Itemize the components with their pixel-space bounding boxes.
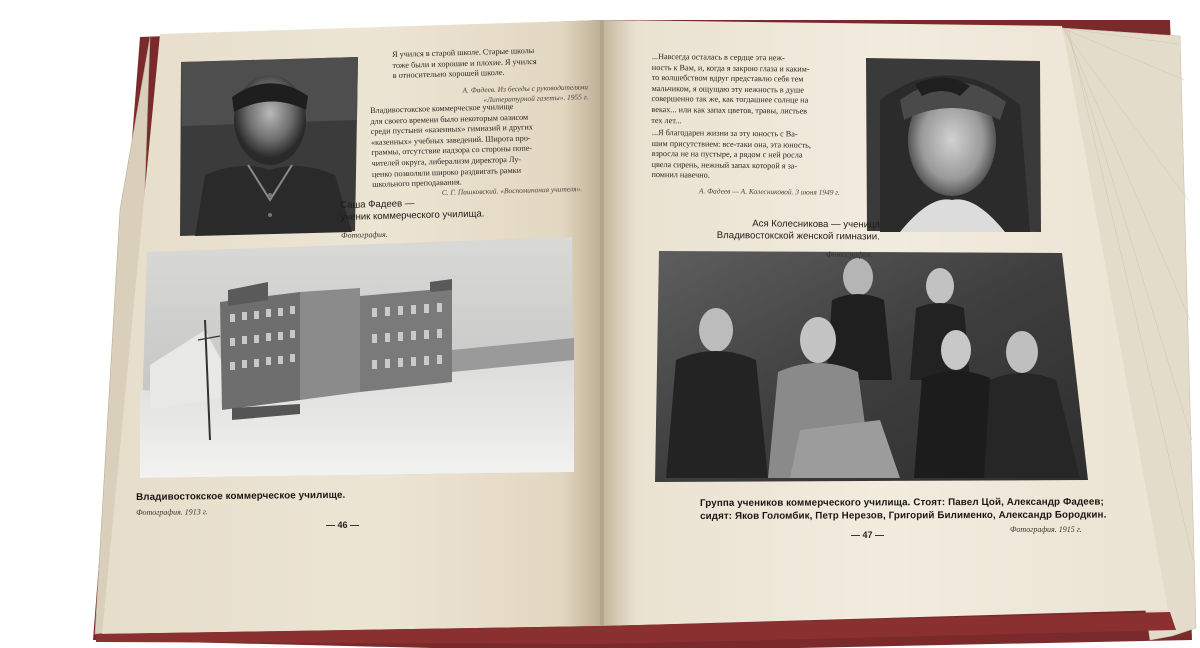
left-cite-pashkovsky: С. Г. Пашковский. «Воспоминания учителя». (441, 184, 583, 197)
portrait-kolesnikova-credit: Фотография. (825, 250, 873, 260)
school-building-photo (140, 237, 574, 478)
portrait-fadeev-photo (180, 57, 358, 236)
portrait-kolesnikova-caption: Ася Колесникова — ученица Владивостокской женской гимназии. (716, 218, 880, 243)
right-cite-letter: А. Фадеев — А. Колесниковой. 3 июня 1949 г. (698, 186, 840, 197)
portrait-fadeev-credit: Фотография. (341, 229, 388, 240)
student-group-photo (655, 251, 1088, 482)
left-quote-school: Я учился в старой школе. Старые школы тоже были и хорошие и плохие. Я учился в относительно хорошей школе. (392, 46, 537, 81)
school-building-credit: Фотография. 1913 г. (136, 507, 208, 517)
portrait-fadeev-caption: Саша Фадеев — ученик коммерческого училища. (340, 198, 485, 223)
student-group-caption: Группа учеников коммерческого училища. Стоят: Павел Цой, Александр Фадеев; сидят: Яков Голомбик, Петр Нерезов, Григорий Билименко, Александр Бородкин. (700, 496, 1107, 522)
right-quote-memory: ...Навсегда осталась в сердце эта неж- ность к Вам, и, когда я закрою глаза и каким- то волшебством вдруг представлю себя тем мальчиком, я ощущаю эту нежность в душе совершенно так же, как тогдашнее солнце на веках... или как запах цветов, травы, листьев тех лет... (651, 52, 810, 125)
right-quote-gratitude: ...Я благодарен жизни за эту юность с Ва- шим присутствием: все-таки она, эта юность, взросла не на пустыре, а рядом с ней росла цвела сирень, нежный запах которой я за- помнил навечно. (651, 128, 812, 180)
portrait-kolesnikova-photo (866, 58, 1041, 232)
school-building-caption: Владивостокское коммерческое училище. (136, 489, 346, 503)
left-quote-pashkovsky: Владивостокское коммерческое училище для своего времени было некоторым оазисом среди пустыни «казенных» гимназий и других «казенных» учебных заведений. Широта про- граммы, отсутствие надзора со стороны попе- чителей округа, либерализм директора Лу- ценко позволяли широко раздвигать рамки школьного преподавания. (370, 101, 534, 190)
left-page-number: — 46 — (326, 520, 360, 530)
right-page-number: — 47 — (851, 530, 885, 540)
left-cite-fadeev: А. Фадеев. Из беседы с руководителями «Литературной газеты». 1955 г. (462, 82, 589, 104)
student-group-credit: Фотография. 1915 г. (1010, 525, 1082, 534)
